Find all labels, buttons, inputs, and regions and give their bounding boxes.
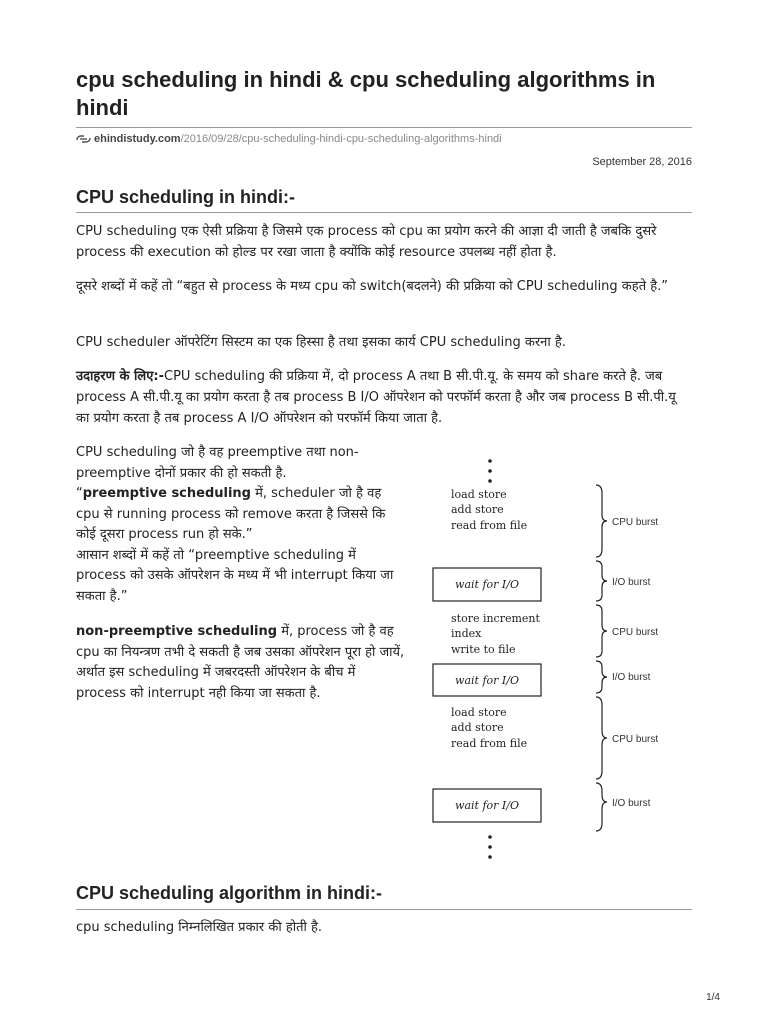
burst-braces bbox=[596, 485, 607, 831]
non-preemptive-definition: में, process जो है वह cpu का नियन्त्रण तभी दे सकती है जब उसका ऑपरेशन पूरा हो जायें, अर्थात इस scheduling में जबरदस्ती ऑपरेशन के बीच में process को interrupt नही किया जा सकता है. bbox=[76, 624, 405, 701]
wait-label-1: wait for I/O bbox=[455, 578, 519, 591]
preemptive-simple: आसान शब्दों में कहें तो “preemptive scheduling में process को उसके ऑपरेशन के मध्य में भी interrupt किया जा सकता है.” bbox=[76, 547, 394, 604]
title-divider bbox=[76, 127, 692, 128]
paragraph-preemptive bbox=[76, 443, 406, 607]
publish-date: September 28, 2016 bbox=[592, 156, 692, 168]
io-burst-label-3: I/O burst bbox=[612, 798, 651, 809]
section-divider bbox=[76, 212, 692, 213]
dots-top bbox=[488, 459, 492, 483]
io-burst-label-2: I/O burst bbox=[612, 672, 651, 683]
wait-label-2: wait for I/O bbox=[455, 674, 519, 687]
instruction-6: write to file bbox=[451, 643, 516, 656]
section-divider-2 bbox=[76, 909, 692, 910]
page-title: cpu scheduling in hindi & cpu scheduling algorithms in hindi bbox=[76, 67, 656, 120]
source-path: /2016/09/28/cpu-scheduling-hindi-cpu-scheduling-algorithms-hindi bbox=[180, 133, 502, 145]
page-number: 1/4 bbox=[706, 992, 720, 1003]
paragraph-definition: CPU scheduling एक ऐसी प्रक्रिया है जिसमे एक process को cpu का प्रयोग करने की आज्ञा दी जाती है जबकि दुसरे process की execution को होल्ड पर रखा जाता है क्योंकि कोई resource उपलब्ध नहीं होता है. bbox=[76, 224, 657, 260]
wait-label-3: wait for I/O bbox=[455, 799, 519, 812]
source-url[interactable] bbox=[76, 133, 502, 145]
instruction-7: load store bbox=[451, 706, 507, 719]
cpu-burst-label-3: CPU burst bbox=[612, 734, 659, 745]
paragraph-example bbox=[76, 366, 692, 429]
cpu-burst-label-2: CPU burst bbox=[612, 627, 659, 638]
link-icon bbox=[76, 133, 92, 145]
instruction-9: read from file bbox=[451, 737, 528, 750]
example-text: CPU scheduling की प्रक्रिया में, दो process A तथा B सी.पी.यू. के समय को share करते है. जब process A सी.पी.यू का प्रयोग करता है तब process B I/O ऑपरेशन को परफॉर्म करता है और जब process B सी.पी.यू का प्रयोग करता है तब process A I/O ऑपरेशन को परफॉर्म किया जाता है. bbox=[76, 369, 676, 426]
instruction-1: load store bbox=[451, 488, 507, 501]
quote-open: “ bbox=[76, 486, 83, 501]
source-domain: ehindistudy.com bbox=[94, 133, 181, 145]
section-heading-algorithm: CPU scheduling algorithm in hindi:- bbox=[76, 883, 382, 903]
section-heading-cpu-scheduling: CPU scheduling in hindi:- bbox=[76, 187, 295, 207]
paragraph-types: cpu scheduling निम्नलिखित प्रकार की होती है. bbox=[76, 920, 323, 935]
paragraph-non-preemptive bbox=[76, 622, 406, 704]
cpu-io-burst-diagram bbox=[424, 435, 694, 865]
preemptive-intro: CPU scheduling जो है वह preemptive तथा non-preemptive दोनों प्रकार की हो सकती है. bbox=[76, 445, 359, 481]
preemptive-term: preemptive scheduling bbox=[82, 486, 251, 501]
dots-bottom bbox=[488, 835, 492, 859]
instruction-4: store increment bbox=[451, 612, 540, 625]
io-burst-label-1: I/O burst bbox=[612, 577, 651, 588]
instruction-5: index bbox=[451, 627, 482, 640]
cpu-burst-label-1: CPU burst bbox=[612, 517, 659, 528]
instruction-3: read from file bbox=[451, 519, 528, 532]
example-label: उदाहरण के लिए:- bbox=[76, 369, 165, 384]
paragraph-other-words: दूसरे शब्दों में कहें तो “बहुत से process के मध्य cpu को switch(बदलने) की प्रक्रिया को CPU scheduling कहते है.” bbox=[76, 279, 669, 294]
non-preemptive-term: non-preemptive scheduling bbox=[76, 624, 278, 639]
instruction-2: add store bbox=[451, 503, 504, 516]
instruction-8: add store bbox=[451, 721, 504, 734]
preemptive-definition: में, scheduler जो है वह cpu से running process को remove करता है जिससे कि कोई दूसरा process run हो सके.” bbox=[76, 486, 386, 542]
paragraph-scheduler: CPU scheduler ऑपरेटिंग सिस्टम का एक हिस्सा है तथा इसका कार्य CPU scheduling करना है. bbox=[76, 335, 566, 350]
